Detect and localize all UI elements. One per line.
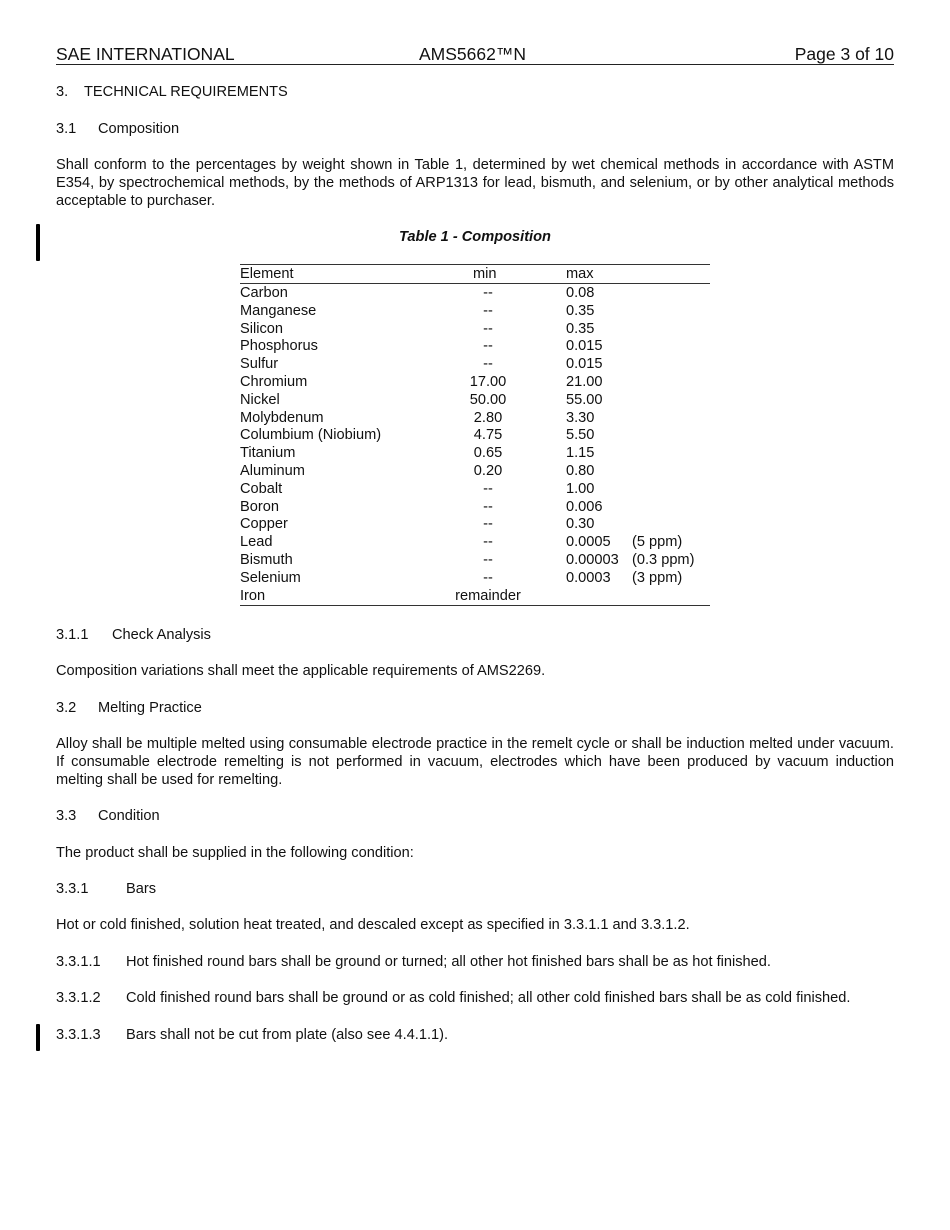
cell-min: -- xyxy=(483,516,493,533)
cell-max: 0.30 xyxy=(566,516,595,533)
cell-min: -- xyxy=(483,302,493,319)
cell-element: Carbon xyxy=(240,285,288,301)
cell-element: Sulfur xyxy=(240,356,279,373)
table-row xyxy=(240,426,710,444)
table-row xyxy=(240,551,710,569)
header-max: max xyxy=(566,266,594,282)
cell-min: remainder xyxy=(455,587,521,604)
cell-element: Manganese xyxy=(240,302,317,319)
table-row xyxy=(240,320,710,338)
table-row xyxy=(240,515,710,533)
header-element: Element xyxy=(240,266,294,282)
table-row xyxy=(240,498,710,516)
section-number: 3.1.1 xyxy=(56,627,89,643)
section-3-3-1-3 xyxy=(56,1026,448,1044)
cell-element: Boron xyxy=(240,498,279,515)
cell-max: 0.0003 xyxy=(566,569,611,586)
section-number: 3.3 xyxy=(56,808,77,824)
cell-min: 17.00 xyxy=(469,374,507,390)
cell-max: 0.006 xyxy=(566,498,603,515)
cell-element: Silicon xyxy=(240,320,283,337)
cell-element: Aluminum xyxy=(240,463,305,479)
header-min: min xyxy=(473,266,497,282)
cell-min: 2.80 xyxy=(473,409,503,426)
cell-max: 0.00003 xyxy=(566,552,619,568)
section-3-1-1-heading xyxy=(56,626,211,644)
section-number: 3.3.1.1 xyxy=(56,954,101,970)
cell-element: Titanium xyxy=(240,445,296,462)
section-3-1-1-body: Composition variations shall meet the applicable requirements of AMS2269. xyxy=(56,663,546,679)
table-row xyxy=(240,391,710,409)
section-3-1-heading xyxy=(56,120,179,138)
cell-max: 1.15 xyxy=(566,445,595,462)
cell-element: Iron xyxy=(240,587,266,604)
cell-min: -- xyxy=(483,569,493,586)
section-3-3-1-1 xyxy=(56,953,771,971)
table-row xyxy=(240,569,710,587)
header-organization: SAE INTERNATIONAL xyxy=(56,44,235,64)
table-row xyxy=(240,409,710,427)
header-document-number: AMS5662™N xyxy=(419,44,526,64)
table-row xyxy=(240,337,710,355)
section-title: Composition xyxy=(98,121,180,137)
cell-element: Lead xyxy=(240,534,273,551)
revision-change-bar xyxy=(36,1024,40,1051)
cell-max: 0.015 xyxy=(566,338,603,355)
cell-max: 0.08 xyxy=(566,285,595,301)
section-3-2-body: Alloy shall be multiple melted using consumable electrode practice in the remelt cycle or shall be induction melted under vacuum. If consumable electrode remelting is not performed in vacuum, electrodes which have been produced by vacuum induction melting shall be used for remelting. xyxy=(56,736,894,788)
cell-element: Molybdenum xyxy=(240,409,324,426)
revision-change-bar xyxy=(36,224,40,261)
cell-max: 1.00 xyxy=(566,480,595,497)
section-title: Condition xyxy=(98,808,160,824)
table-bottom-rule xyxy=(240,605,710,606)
cell-note: (0.3 ppm) xyxy=(632,552,695,568)
cell-min: 0.65 xyxy=(473,445,503,462)
section-3-3-body: The product shall be supplied in the following condition: xyxy=(56,845,414,861)
cell-note: (5 ppm) xyxy=(632,534,683,551)
section-number: 3.1 xyxy=(56,121,77,137)
section-text: Cold finished round bars shall be ground or as cold finished; all other cold finished bars shall be as cold finished. xyxy=(126,990,851,1006)
cell-max: 0.0005 xyxy=(566,534,611,551)
cell-min: 4.75 xyxy=(473,427,503,444)
section-3-3-1-2 xyxy=(56,989,850,1007)
cell-max: 0.35 xyxy=(566,302,595,319)
table-row xyxy=(240,444,710,462)
cell-element: Cobalt xyxy=(240,480,283,497)
cell-min: -- xyxy=(483,338,493,355)
section-title: TECHNICAL REQUIREMENTS xyxy=(84,84,288,100)
section-text: Hot finished round bars shall be ground or turned; all other hot finished bars shall be as hot finished. xyxy=(126,954,771,970)
cell-min: 0.20 xyxy=(473,463,503,479)
table-row xyxy=(240,480,710,498)
cell-element: Chromium xyxy=(240,374,308,390)
cell-min: -- xyxy=(483,285,493,301)
cell-element: Copper xyxy=(240,516,288,533)
table-row xyxy=(240,355,710,373)
section-number: 3.3.1.3 xyxy=(56,1027,101,1043)
section-3-2-heading xyxy=(56,699,202,717)
section-number: 3.3.1 xyxy=(56,881,89,897)
cell-element: Bismuth xyxy=(240,552,293,568)
cell-min: -- xyxy=(483,534,493,551)
section-number: 3. xyxy=(56,84,69,100)
table-row xyxy=(240,533,710,551)
cell-max: 55.00 xyxy=(566,391,603,408)
page-header xyxy=(56,44,894,65)
section-number: 3.3.1.2 xyxy=(56,990,101,1006)
section-title: Bars xyxy=(126,881,157,897)
cell-note: (3 ppm) xyxy=(632,569,683,586)
cell-max: 0.35 xyxy=(566,320,595,337)
table-row xyxy=(240,373,710,391)
table-row xyxy=(240,587,710,605)
cell-min: -- xyxy=(483,320,493,337)
table-title: Table 1 - Composition xyxy=(399,229,551,245)
section-number: 3.2 xyxy=(56,700,77,716)
cell-min: 50.00 xyxy=(469,391,507,408)
section-title: Melting Practice xyxy=(98,700,202,716)
document-page xyxy=(56,0,894,1230)
cell-element: Selenium xyxy=(240,569,301,586)
table-row xyxy=(240,284,710,302)
cell-element: Phosphorus xyxy=(240,338,318,355)
cell-max: 5.50 xyxy=(566,427,595,444)
cell-element: Columbium (Niobium) xyxy=(240,427,382,444)
cell-min: -- xyxy=(483,552,493,568)
cell-max: 0.015 xyxy=(566,356,603,373)
section-3-3-1-heading xyxy=(56,880,156,898)
section-title: Check Analysis xyxy=(112,627,211,643)
cell-max: 21.00 xyxy=(566,374,603,390)
cell-min: -- xyxy=(483,356,493,373)
section-3-3-1-body: Hot or cold finished, solution heat treated, and descaled except as specified in 3.3.1.1 and 3.3.1.2. xyxy=(56,917,690,933)
cell-max: 0.80 xyxy=(566,463,595,479)
cell-min: -- xyxy=(483,498,493,515)
cell-min: -- xyxy=(483,480,493,497)
cell-element: Nickel xyxy=(240,391,280,408)
section-text: Bars shall not be cut from plate (also see 4.4.1.1). xyxy=(126,1027,449,1043)
table-row xyxy=(240,302,710,320)
section-3-3-heading xyxy=(56,807,160,825)
table-header-row xyxy=(240,265,710,283)
section-3-heading xyxy=(56,83,288,101)
cell-max: 3.30 xyxy=(566,409,595,426)
section-3-1-body: Shall conform to the percentages by weight shown in Table 1, determined by wet chemical methods in accordance with ASTM E354, by spectrochemical methods, by the methods of ARP1313 for lead, bismuth, and selenium, or by other analytical methods acceptable to purchaser. xyxy=(56,157,894,209)
header-page-number: Page 3 of 10 xyxy=(794,44,894,64)
table-row xyxy=(240,462,710,480)
